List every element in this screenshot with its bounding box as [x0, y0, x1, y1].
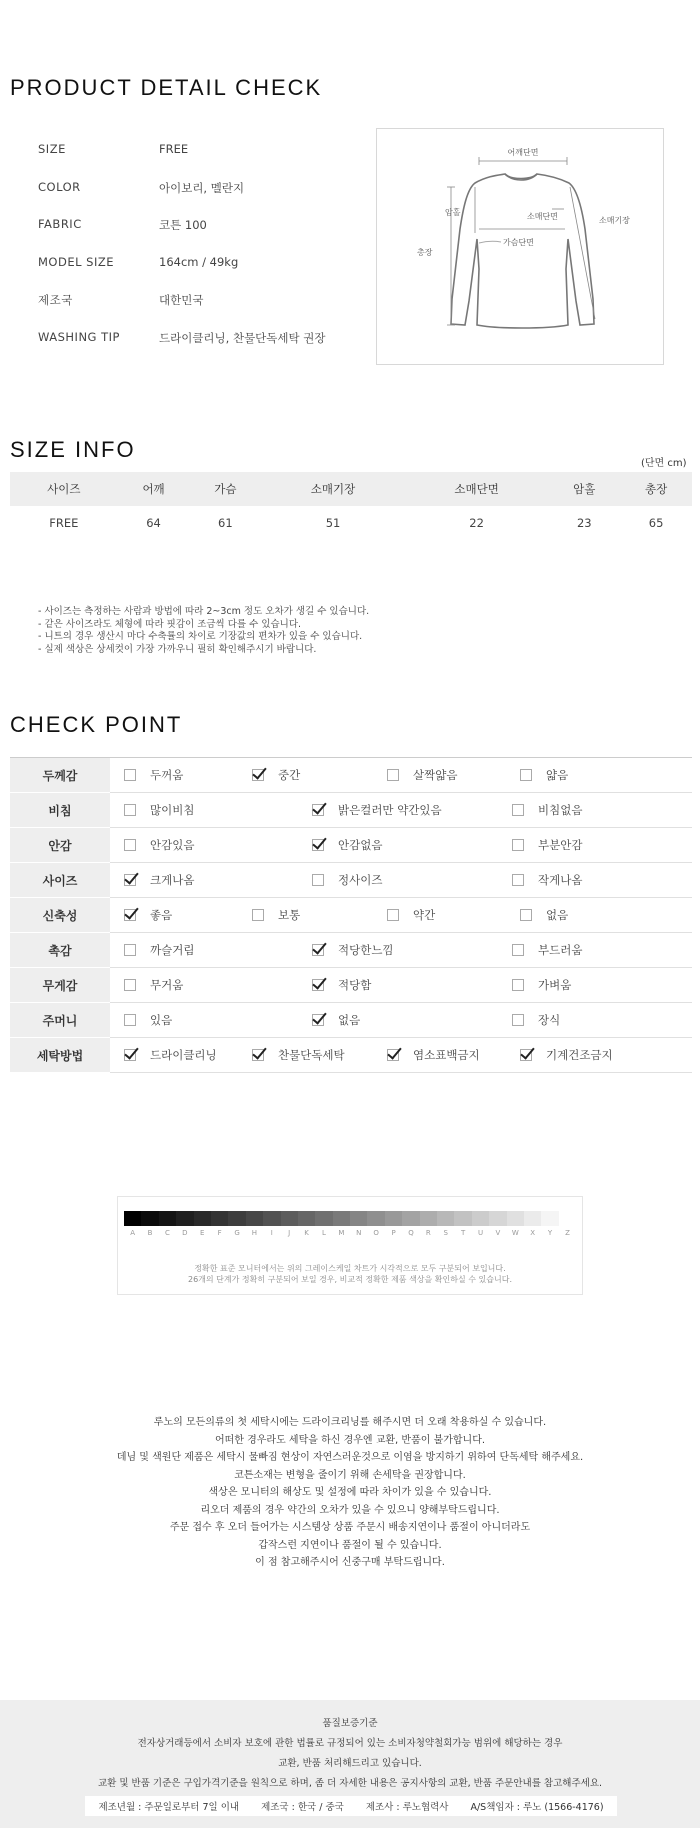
checkbox-icon	[124, 804, 136, 816]
gray-letter: T	[460, 1229, 466, 1237]
check-option	[124, 907, 172, 923]
gray-swatch	[402, 1211, 419, 1226]
check-option-label: 기계건조금지	[546, 1048, 613, 1062]
size-cell: 22	[469, 516, 484, 530]
check-option-label: 중간	[278, 768, 301, 782]
gray-swatch	[420, 1211, 437, 1226]
gray-swatch	[367, 1211, 384, 1226]
check-option-label: 장식	[538, 1013, 561, 1027]
check-option	[124, 802, 194, 818]
gray-swatch	[385, 1211, 402, 1226]
check-option	[312, 837, 382, 853]
check-option	[252, 907, 300, 923]
maker-country: 제조국 : 한국 / 중국	[261, 1802, 344, 1813]
label-shoulder: 어깨단면	[507, 148, 539, 157]
check-option	[512, 802, 582, 818]
gray-letter: F	[217, 1229, 222, 1237]
washing-notice-line: 주문 접수 후 오더 들어가는 시스템상 상품 주문시 배송지연이나 품절이 아니더라도	[169, 1522, 531, 1533]
maker-info	[85, 1796, 617, 1816]
check-option-label: 까슬거림	[150, 943, 195, 957]
gray-letter: M	[338, 1229, 345, 1237]
check-options	[110, 863, 692, 898]
gray-swatch	[472, 1211, 489, 1226]
gray-swatch	[159, 1211, 176, 1226]
checkbox-checked-icon	[252, 769, 264, 781]
check-row	[10, 863, 692, 898]
check-row	[10, 898, 692, 933]
checkbox-checked-icon	[124, 1049, 136, 1061]
gray-letter: J	[288, 1229, 291, 1237]
gray-letter: Z	[565, 1229, 570, 1237]
checkbox-icon	[520, 909, 532, 921]
check-option-label: 약간	[413, 908, 436, 922]
checkbox-icon	[512, 944, 524, 956]
check-options	[110, 828, 692, 863]
check-row-label: 무게감	[10, 968, 110, 1003]
size-table-body	[10, 506, 692, 540]
gray-letter: G	[234, 1229, 240, 1237]
check-option-label: 없음	[338, 1013, 361, 1027]
checkbox-icon	[124, 1014, 136, 1026]
spec-row	[38, 292, 358, 330]
checkbox-icon	[312, 874, 324, 886]
check-option-label: 부분안감	[538, 838, 583, 852]
spec-key: SIZE	[38, 142, 66, 156]
check-options	[110, 968, 692, 1003]
check-option-label: 밝은컬러만 약간있음	[338, 803, 442, 817]
checkbox-icon	[520, 769, 532, 781]
check-row	[10, 793, 692, 828]
checkbox-icon	[512, 1014, 524, 1026]
check-option-label: 좋음	[150, 908, 173, 922]
gray-letter: P	[391, 1229, 396, 1237]
spec-value: 대한민국	[159, 293, 204, 307]
gray-letter: Q	[408, 1229, 414, 1237]
check-option	[520, 767, 568, 783]
maker-as: A/S책임자 : 루노 (1566-4176)	[470, 1802, 604, 1813]
spec-key: 제조국	[38, 293, 73, 307]
check-option	[312, 1012, 360, 1028]
gray-letter: X	[530, 1229, 536, 1237]
check-option-label: 적당함	[338, 978, 372, 992]
spec-value: 드라이클리닝, 찬물단독세탁 권장	[159, 330, 326, 345]
check-option	[512, 837, 582, 853]
washing-notice-line: 리오더 제품의 경우 약간의 오차가 있을 수 있으니 양해부탁드립니다.	[200, 1504, 500, 1516]
gray-letter: C	[165, 1229, 170, 1237]
footer-title: 품질보증기준	[322, 1718, 378, 1729]
check-row-label: 주머니	[10, 1003, 110, 1038]
check-point-table	[10, 757, 692, 1073]
gray-letter: H	[251, 1229, 258, 1237]
gray-letter: I	[270, 1229, 273, 1237]
spec-row	[38, 142, 358, 180]
label-chest: 가슴단면	[503, 238, 534, 247]
check-option-label: 살짝얇음	[413, 768, 458, 782]
spec-value: 아이보리, 멜란지	[159, 180, 245, 195]
size-cell: FREE	[49, 516, 79, 530]
size-header-cell: 어깨	[118, 472, 190, 506]
size-note: - 같은 사이즈라도 체형에 따라 핏감이 조금씩 다를 수 있습니다.	[38, 618, 302, 630]
gray-swatch	[524, 1211, 541, 1226]
check-option-label: 적당한느낌	[338, 943, 394, 957]
checkbox-icon	[124, 769, 136, 781]
check-row-label: 신축성	[10, 898, 110, 933]
check-row-label: 촉감	[10, 933, 110, 968]
check-row	[10, 1003, 692, 1038]
grayscale-bar	[124, 1211, 576, 1226]
size-info-title: SIZE INFO	[10, 437, 136, 462]
gray-swatch	[124, 1211, 141, 1226]
gray-letter: W	[511, 1229, 519, 1237]
gray-swatch	[228, 1211, 245, 1226]
check-row-label: 사이즈	[10, 863, 110, 898]
check-row	[10, 933, 692, 968]
check-option-label: 비침없음	[538, 803, 583, 817]
check-option-label: 있음	[150, 1013, 173, 1027]
check-option-label: 두꺼움	[150, 768, 184, 782]
checkbox-icon	[512, 839, 524, 851]
checkbox-checked-icon	[124, 909, 136, 921]
check-option-label: 가벼움	[538, 978, 572, 992]
check-option	[512, 942, 582, 958]
spec-value: 코튼 100	[159, 218, 207, 232]
gray-letter: Y	[547, 1229, 553, 1237]
gray-swatch	[176, 1211, 193, 1226]
checkbox-checked-icon	[312, 839, 324, 851]
gray-letter: O	[373, 1229, 379, 1237]
checkbox-checked-icon	[387, 1049, 399, 1061]
gray-swatch	[507, 1211, 524, 1226]
checkbox-checked-icon	[312, 944, 324, 956]
size-unit-label: (단면 cm)	[641, 458, 687, 469]
label-armhole: 암홀	[445, 208, 461, 217]
washing-notice-line: 이 점 참고해주시어 신중구매 부탁드립니다.	[255, 1557, 445, 1568]
sweater-illustration	[377, 129, 665, 366]
checkbox-icon	[252, 909, 264, 921]
grayscale-letters	[124, 1229, 576, 1237]
washing-notice-line: 색상은 모니터의 해상도 및 설정에 따라 차이가 있을 수 있습니다.	[208, 1487, 492, 1498]
spec-row	[38, 330, 358, 368]
gray-letter: A	[130, 1229, 136, 1237]
gray-swatch	[263, 1211, 280, 1226]
check-option	[124, 977, 183, 993]
check-option-label: 부드러움	[538, 943, 583, 957]
gray-letter: B	[147, 1229, 153, 1237]
checkbox-checked-icon	[312, 979, 324, 991]
size-notes	[38, 606, 369, 656]
gray-swatch	[541, 1211, 558, 1226]
maker-company: 제조사 : 루노협력사	[365, 1802, 449, 1813]
size-header-cell: 소매단면	[405, 472, 549, 506]
check-option-label: 보통	[278, 908, 301, 922]
washing-notice-line: 데님 및 색원단 제품은 세탁시 물빠짐 현상이 자연스러운것으로 이염을 방지하기 위하여 단독세탁 해주세요.	[116, 1452, 584, 1463]
gray-swatch	[333, 1211, 350, 1226]
checkbox-icon	[512, 874, 524, 886]
check-row	[10, 1038, 692, 1073]
size-cell: 64	[146, 516, 161, 530]
washing-notice-line: 코튼소재는 변형을 줄이기 위해 손세탁을 권장합니다.	[234, 1469, 466, 1481]
spec-value: FREE	[159, 142, 189, 156]
check-options	[110, 793, 692, 828]
size-header-cell: 소매기장	[261, 472, 405, 506]
check-option-label: 안감있음	[150, 838, 195, 852]
checkbox-icon	[512, 804, 524, 816]
gray-swatch	[246, 1211, 263, 1226]
gray-swatch	[489, 1211, 506, 1226]
gray-swatch	[298, 1211, 315, 1226]
spec-value: 164cm / 49kg	[159, 254, 239, 269]
checkbox-checked-icon	[520, 1049, 532, 1061]
size-note: - 실제 색상은 상세컷이 가장 가까우니 필히 확인해주시기 바랍니다.	[38, 643, 317, 655]
label-sleeve-width: 소매단면	[527, 212, 558, 221]
gray-swatch	[559, 1211, 576, 1226]
footer-line-2: 교환, 반품 처리해드리고 있습니다.	[278, 1758, 422, 1769]
check-option	[124, 1047, 217, 1063]
footer-line-1: 전자상거래등에서 소비자 보호에 관한 법률로 규정되어 있는 소비자청약철회가능 범위에 해당하는 경우	[137, 1738, 563, 1749]
check-option	[387, 767, 457, 783]
check-option	[124, 942, 194, 958]
check-option-label: 크게나옴	[150, 873, 195, 887]
check-option-label: 얇음	[546, 768, 569, 782]
check-option-label: 정사이즈	[338, 873, 383, 887]
spec-key: COLOR	[38, 179, 81, 194]
check-option	[124, 767, 183, 783]
label-sleeve-length: 소매기장	[599, 216, 630, 225]
spec-key: WASHING TIP	[38, 329, 120, 344]
spec-key: FABRIC	[38, 217, 82, 231]
spec-row	[38, 255, 358, 293]
gray-letter: V	[495, 1229, 501, 1237]
check-option	[312, 872, 382, 888]
checkbox-icon	[387, 769, 399, 781]
checkbox-icon	[124, 839, 136, 851]
checkbox-checked-icon	[312, 804, 324, 816]
check-row	[10, 828, 692, 863]
label-length: 총장	[417, 248, 433, 257]
grayscale-chart	[117, 1196, 583, 1295]
check-row-label: 세탁방법	[10, 1038, 110, 1073]
check-option	[252, 767, 300, 783]
check-option-label: 없음	[546, 908, 569, 922]
check-options	[110, 1003, 692, 1038]
garment-measure-diagram	[376, 128, 664, 365]
checkbox-checked-icon	[312, 1014, 324, 1026]
check-row-label: 비침	[10, 793, 110, 828]
check-option-label: 작게나옴	[538, 873, 583, 887]
checkbox-icon	[512, 979, 524, 991]
checkbox-icon	[124, 979, 136, 991]
size-table-header	[10, 472, 692, 506]
check-point-title: CHECK POINT	[10, 712, 183, 737]
check-row-label: 안감	[10, 828, 110, 863]
gray-swatch	[194, 1211, 211, 1226]
washing-notice-line: 어떠한 경우라도 세탁을 하신 경우엔 교환, 반품이 불가합니다.	[214, 1434, 486, 1446]
check-option	[520, 907, 568, 923]
check-option-label: 무거움	[150, 978, 184, 992]
grayscale-caption-1: 정확한 표준 모니터에서는 위의 그레이스케일 차트가 시각적으로 모두 구분되어 보입니다.	[194, 1264, 506, 1273]
size-cell: 65	[648, 516, 664, 530]
gray-swatch	[315, 1211, 332, 1226]
size-header-cell: 총장	[620, 472, 692, 506]
checkbox-icon	[387, 909, 399, 921]
washing-notice	[0, 1414, 700, 1572]
check-options	[110, 898, 692, 933]
footer-line-3: 교환 및 반품 기준은 구입가격기준을 원칙으로 하며, 좀 더 자세한 내용은 공지사항의 교환, 반품 주문안내를 참고해주세요.	[97, 1778, 603, 1789]
check-row	[10, 968, 692, 1003]
size-header-cell: 암홀	[548, 472, 620, 506]
gray-letter: E	[200, 1229, 205, 1237]
check-option	[312, 977, 371, 993]
size-header-cell: 사이즈	[10, 472, 118, 506]
gray-letter: L	[322, 1229, 326, 1237]
check-option-label: 드라이클리닝	[150, 1048, 217, 1062]
gray-swatch	[211, 1211, 228, 1226]
check-option	[387, 907, 435, 923]
check-option-label: 안감없음	[338, 838, 383, 852]
check-option-label: 염소표백금지	[413, 1048, 480, 1062]
check-options	[110, 1038, 692, 1073]
check-options	[110, 758, 692, 793]
size-cell: 23	[576, 516, 592, 530]
check-option-label: 찬물단독세탁	[278, 1048, 345, 1062]
spec-row	[38, 180, 358, 218]
gray-letter: N	[356, 1229, 362, 1237]
check-row-label: 두께감	[10, 758, 110, 793]
gray-swatch	[141, 1211, 158, 1226]
washing-notice-line: 루노의 모든의류의 첫 세탁시에는 드라이크리닝를 해주시면 더 오래 착용하실 수 있습니다.	[153, 1417, 547, 1428]
size-note: - 사이즈는 측정하는 사람과 방법에 따라 2~3cm 정도 오차가 생길 수 있습니다.	[38, 606, 370, 617]
size-header-cell: 가슴	[189, 472, 261, 506]
spec-row	[38, 217, 358, 255]
gray-swatch	[454, 1211, 471, 1226]
check-option	[512, 977, 571, 993]
size-cell: 51	[325, 516, 341, 530]
maker-date: 제조년월 : 주문일로부터 7일 이내	[98, 1802, 240, 1813]
check-option	[312, 802, 442, 818]
check-option	[520, 1047, 613, 1063]
checkbox-icon	[124, 944, 136, 956]
gray-letter: S	[443, 1229, 448, 1237]
check-option-label: 많이비침	[150, 803, 195, 817]
checkbox-checked-icon	[252, 1049, 264, 1061]
size-cell: 61	[218, 516, 233, 530]
checkbox-checked-icon	[124, 874, 136, 886]
product-detail-title: PRODUCT DETAIL CHECK	[10, 75, 323, 100]
gray-swatch	[350, 1211, 367, 1226]
check-option	[312, 942, 394, 958]
check-options	[110, 933, 692, 968]
check-row	[10, 758, 692, 793]
check-option	[512, 872, 582, 888]
check-point-body	[10, 758, 692, 1073]
check-option	[124, 837, 194, 853]
gray-swatch	[281, 1211, 298, 1226]
check-option	[512, 1012, 560, 1028]
gray-letter: D	[182, 1229, 188, 1237]
washing-notice-line: 갑작스런 지연이나 품절이 될 수 있습니다.	[258, 1539, 442, 1551]
check-option	[252, 1047, 345, 1063]
check-option	[124, 872, 194, 888]
size-table	[10, 472, 692, 540]
gray-letter: R	[425, 1229, 431, 1237]
gray-letter: K	[304, 1229, 309, 1237]
size-row	[10, 506, 692, 540]
gray-swatch	[437, 1211, 454, 1226]
check-option	[387, 1047, 480, 1063]
spec-list	[38, 142, 358, 367]
size-note: - 니트의 경우 생산시 마다 수축률의 차이로 기장값의 편차가 있을 수 있습니다.	[38, 631, 363, 642]
quality-guarantee-footer	[0, 1700, 700, 1828]
check-option	[124, 1012, 172, 1028]
gray-letter: U	[477, 1229, 484, 1237]
grayscale-caption-2: 26개의 단계가 정확히 구분되어 보일 경우, 비교적 정확한 제품 색상을 확인하실 수 있습니다.	[188, 1275, 512, 1284]
spec-key: MODEL SIZE	[38, 254, 114, 269]
